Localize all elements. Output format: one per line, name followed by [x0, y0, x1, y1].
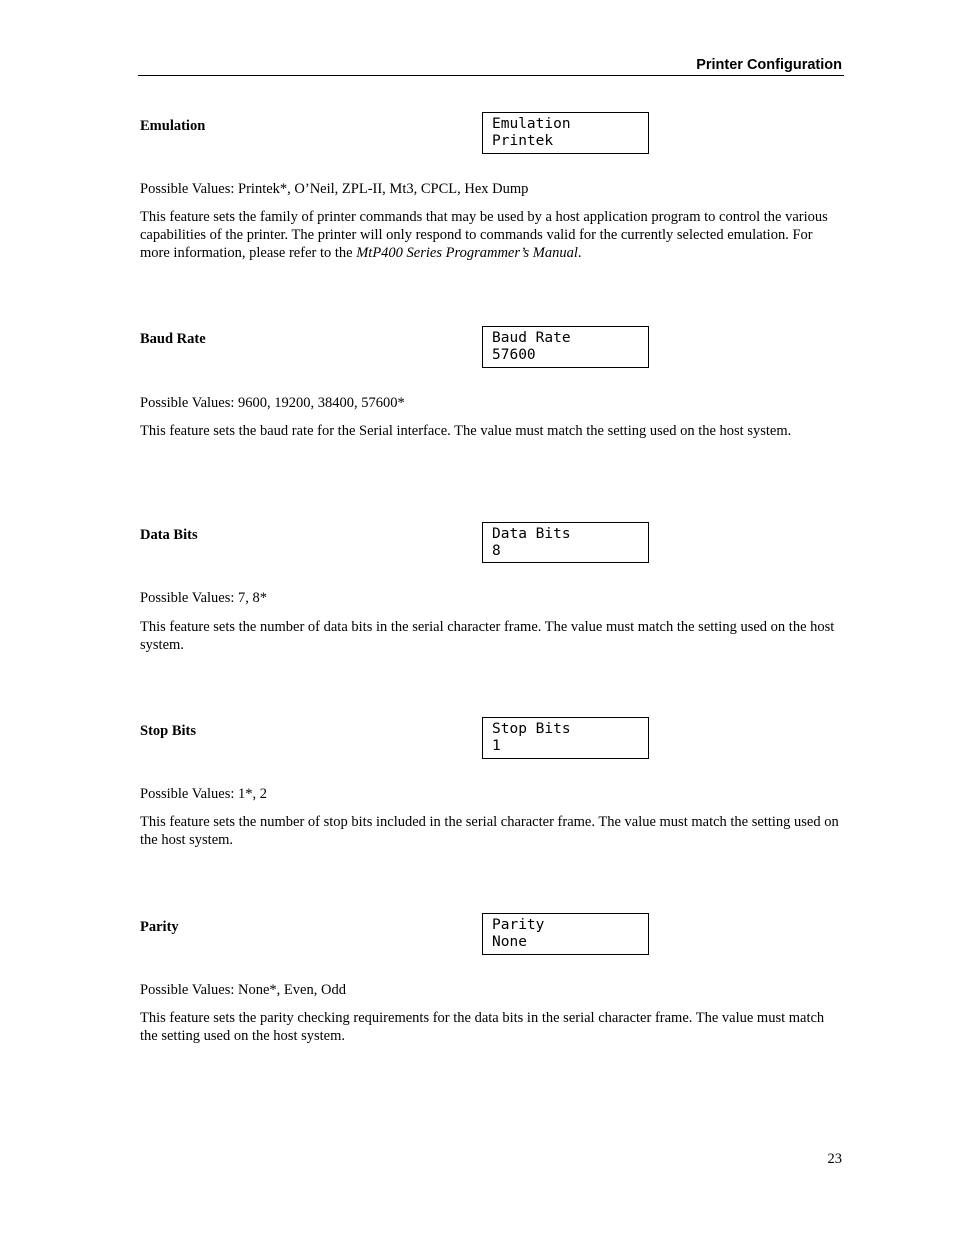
- section-label-baud-rate: Baud Rate: [140, 331, 206, 347]
- possible-values-parity: Possible Values: None*, Even, Odd: [140, 982, 346, 998]
- manual-title: MtP400 Series Programmer’s Manual: [356, 245, 578, 261]
- section-label-parity: Parity: [140, 919, 179, 935]
- section-label-data-bits: Data Bits: [140, 527, 198, 543]
- lcd-line-1: Stop Bits: [492, 721, 571, 737]
- lcd-line-2: Printek: [492, 133, 554, 149]
- lcd-line-2: None: [492, 934, 527, 950]
- possible-values-baud-rate: Possible Values: 9600, 19200, 38400, 57600*: [140, 395, 405, 411]
- header-rule: [138, 75, 844, 76]
- description-parity: This feature sets the parity checking requirements for the data bits in the serial character frame. The value must match the setting used on the host system.: [140, 1010, 825, 1044]
- description-emulation: [140, 208, 844, 262]
- lcd-line-1: Parity: [492, 917, 545, 933]
- possible-values-stop-bits: Possible Values: 1*, 2: [140, 786, 268, 802]
- possible-values-emulation: Possible Values: Printek*, O’Neil, ZPL-II, Mt3, CPCL, Hex Dump: [140, 181, 529, 197]
- description-text-end: .: [577, 245, 582, 261]
- description-baud-rate: This feature sets the baud rate for the Serial interface. The value must match the setting used on the host system.: [140, 423, 792, 439]
- lcd-line-2: 1: [492, 738, 501, 754]
- running-header-title: Printer Configuration: [696, 57, 842, 73]
- possible-values-data-bits: Possible Values: 7, 8*: [140, 590, 268, 606]
- section-label-emulation: Emulation: [140, 118, 206, 134]
- description-data-bits: This feature sets the number of data bits in the serial character frame. The value must match the setting used on the host system.: [140, 619, 835, 653]
- lcd-line-1: Baud Rate: [492, 330, 571, 346]
- lcd-display-stop-bits: [482, 717, 649, 759]
- section-label-stop-bits: Stop Bits: [140, 723, 197, 739]
- lcd-line-1: Emulation: [492, 116, 571, 132]
- lcd-display-emulation: [482, 112, 649, 154]
- lcd-line-2: 57600: [492, 347, 536, 363]
- description-stop-bits: This feature sets the number of stop bits included in the serial character frame. The value must match the setting used on the host system.: [140, 814, 839, 848]
- lcd-display-parity: [482, 913, 649, 955]
- lcd-line-2: 8: [492, 543, 501, 559]
- lcd-display-data-bits: [482, 522, 649, 563]
- lcd-display-baud-rate: [482, 326, 649, 368]
- page-number: 23: [827, 1151, 842, 1167]
- description-text: This feature sets the family of printer commands that may be used by a host application program to control the various capabilities of the printer. The printer will only respond to commands valid for the currently selected emulation. For more information, please refer to the: [140, 209, 828, 261]
- lcd-line-1: Data Bits: [492, 526, 571, 542]
